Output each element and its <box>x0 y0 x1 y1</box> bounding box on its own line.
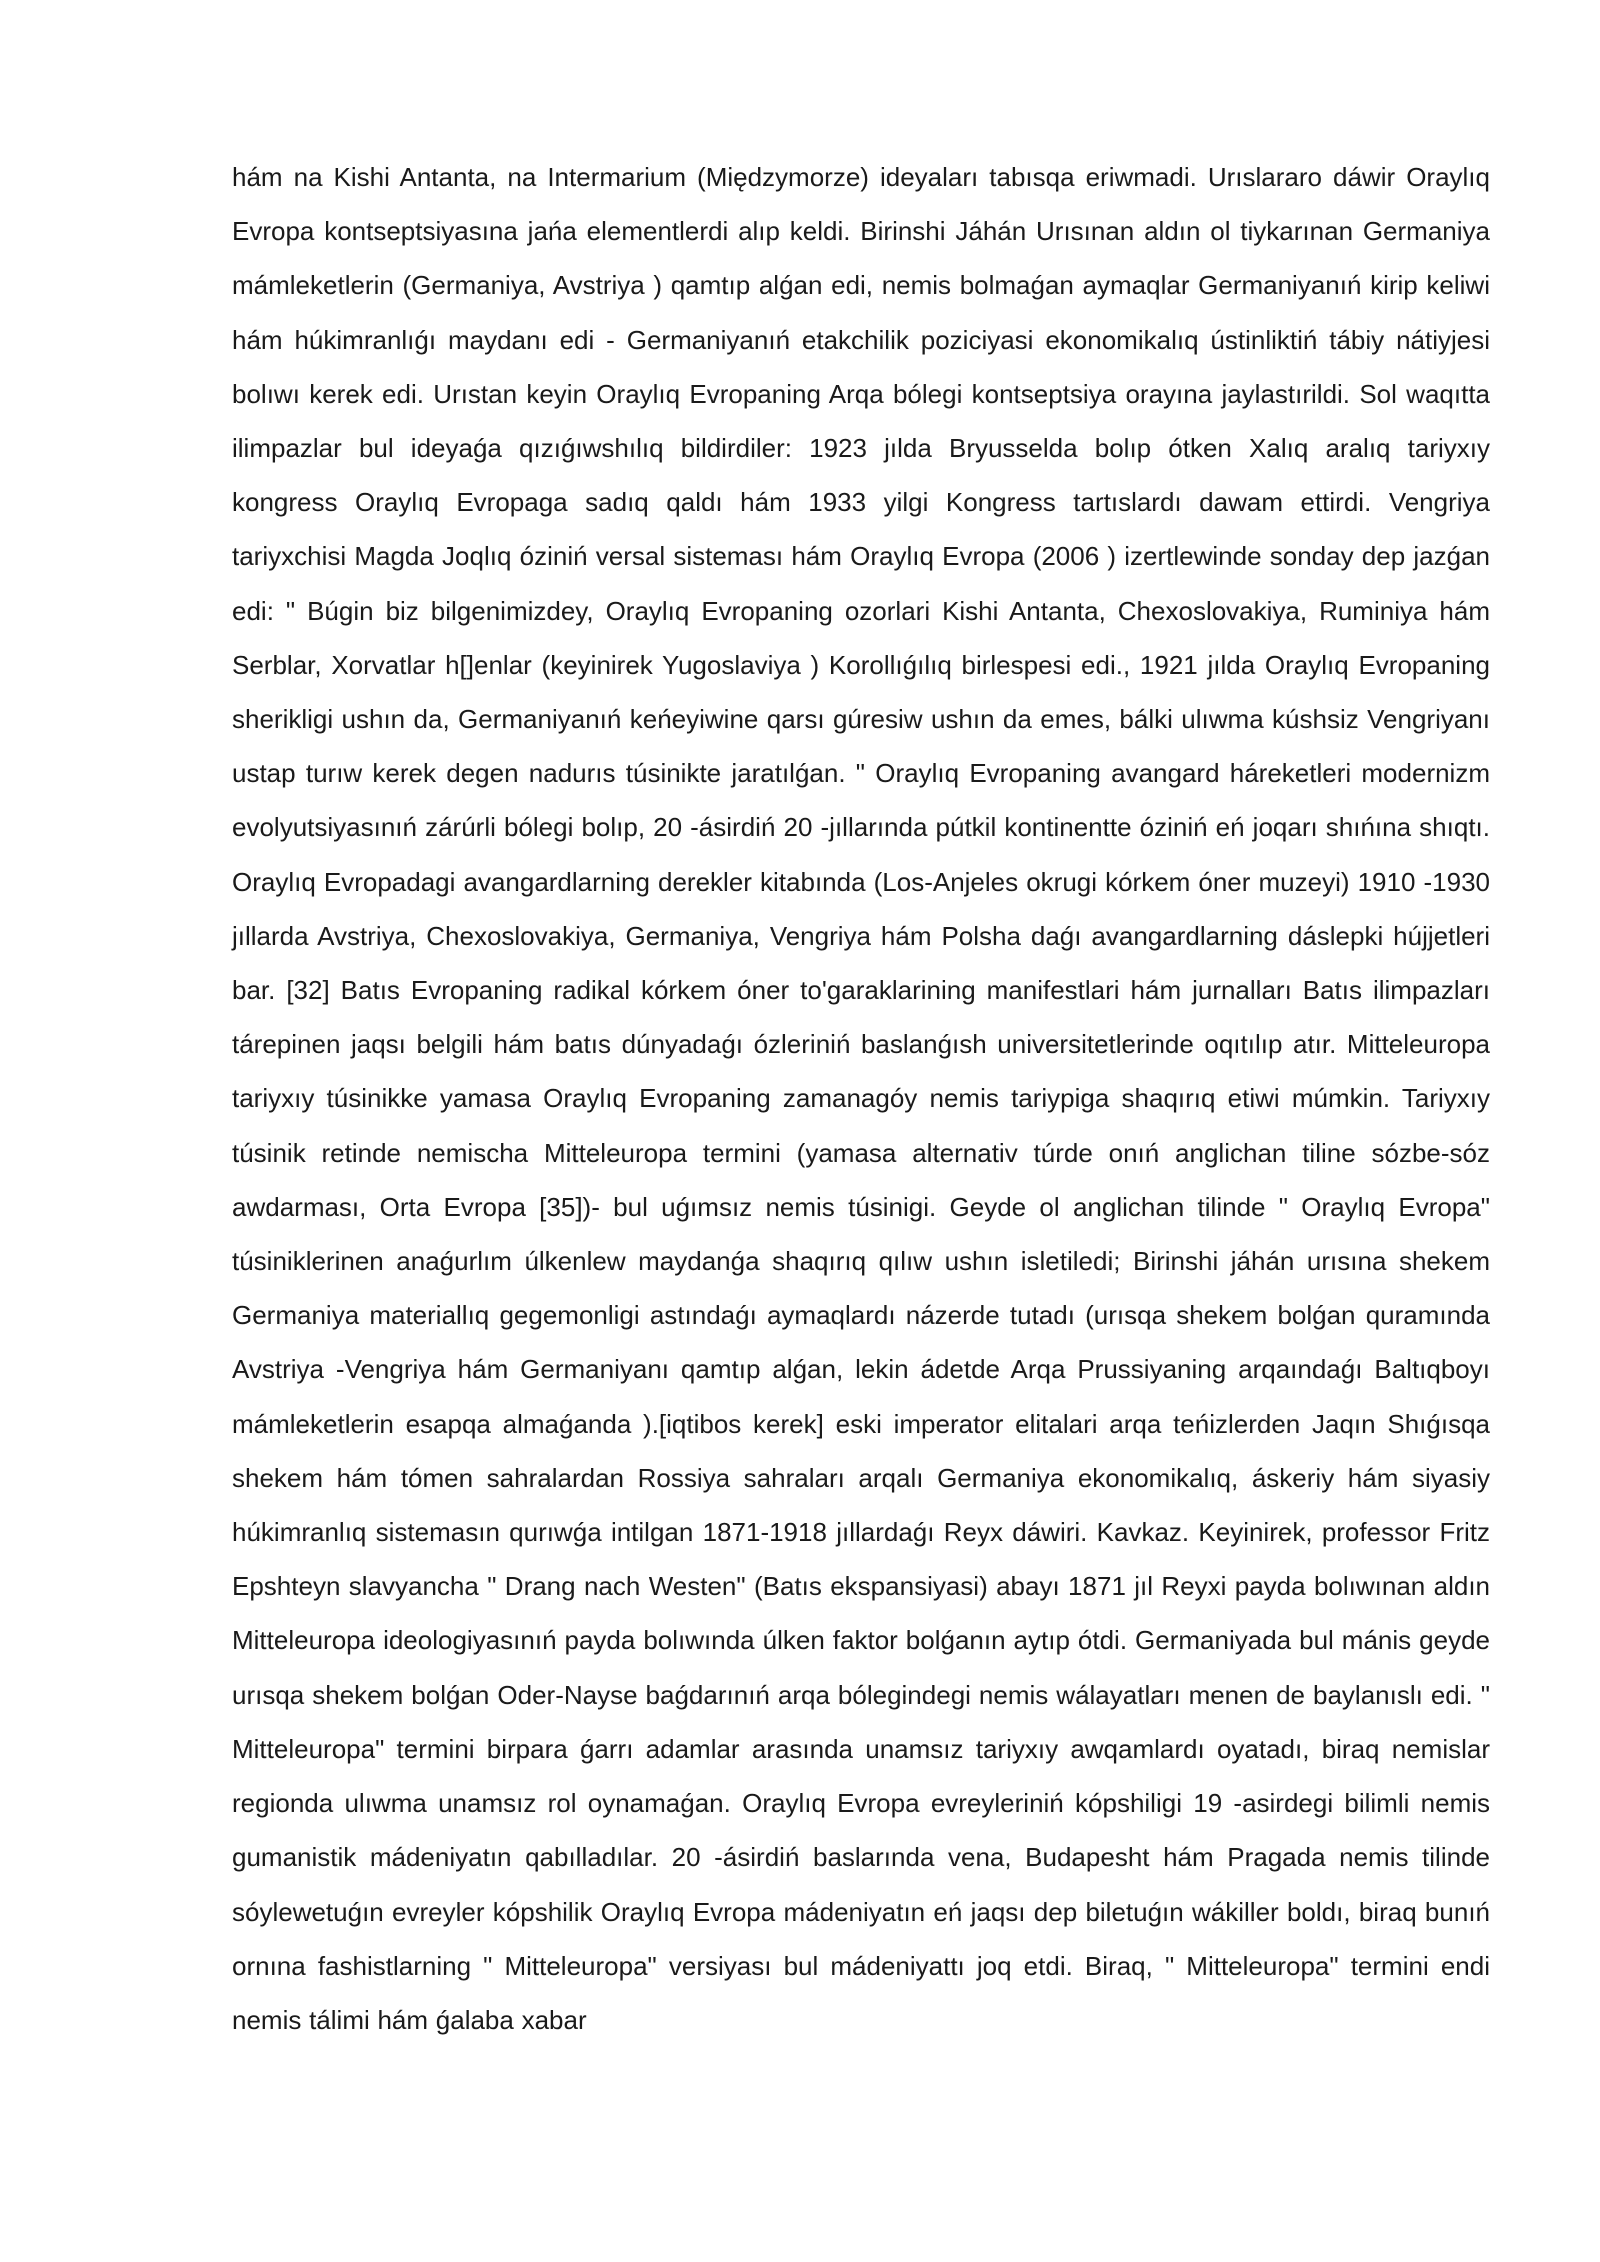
body-paragraph: hám na Kishi Antanta, na Intermarium (Międzymorze) ideyaları tabısqa eriwmadi. Urıslararo dáwir Oraylıq Evropa kontseptsiyasına jańa elementlerdi alıp keldi. Birinshi Jáhán Urısınan aldın ol tiykarınan Germaniya mámleketlerin (Germaniya, Avstriya ) qamtıp alǵan edi, nemis bolmaǵan aymaqlar Germaniyanıń kirip keliwi hám húkimranlıǵı maydanı edi - Germaniyanıń etakchilik poziciyasi ekonomikalıq ústinliktiń tábiy nátiyjesi bolıwı kerek edi. Urıstan keyin Oraylıq Evropaning Arqa bólegi kontseptsiya orayına jaylastırildi. Sol waqıtta ilimpazlar bul ideyaǵa qızıǵıwshılıq bildirdiler: 1923 jılda Bryusselda bolıp ótken Xalıq aralıq tariyxıy kongress Oraylıq Evropaga sadıq qaldı hám 1933 yilgi Kongress tartıslardı dawam ettirdi. Vengriya tariyxchisi Magda Joqlıq óziniń versal sisteması hám Oraylıq Evropa (2006 ) izertlewinde sonday dep jazǵan edi: " Búgin biz bilgenimizdey, Oraylıq Evropaning ozorlari Kishi Antanta, Chexoslovakiya, Ruminiya hám Serblar, Xorvatlar h[]enlar (keyinirek Yugoslaviya ) Korollıǵılıq birlespesi edi., 1921 jılda Oraylıq Evropaning sherikligi ushın da, Germaniyanıń keńeyiwine qarsı gúresiw ushın da emes, bálki ulıwma kúshsiz Vengriyanı ustap turıw kerek degen nadurıs túsinikte jaratılǵan. " Oraylıq Evropaning avangard háreketleri modernizm evolyutsiyasınıń zárúrli bólegi bolıp, 20 -ásirdiń 20 -jıllarında pútkil kontinentte óziniń eń joqarı shıńına shıqtı. Oraylıq Evropadagi avangardlarning derekler kitabında (Los-Anjeles okrugi kórkem óner muzeyi) 1910 -1930 jıllarda Avstriya, Chexoslovakiya, Germaniya, Vengriya hám Polsha daǵı avangardlarning dáslepki hújjetleri bar. [32] Batıs Evropaning radikal kórkem óner to'garaklarining manifestlari hám jurnalları Batıs ilimpazları tárepinen jaqsı belgili hám batıs dúnyadaǵı ózleriniń baslanǵısh universitetlerinde oqıtılıp atır. Mitteleuropa tariyxıy túsinikke yamasa Oraylıq Evropaning zamanagóy nemis tariypiga shaqırıq etiwi múmkin. Tariyxıy túsinik retinde nemischa Mitteleuropa termini (yamasa alternativ túrde onıń anglichan tiline sózbe-sóz awdarması, Orta Evropa [35])- bul uǵımsız nemis túsinigi. Geyde ol anglichan tilinde " Oraylıq Evropa" túsiniklerinen anaǵurlım úlkenlew maydanǵa shaqırıq qılıw ushın isletiledi; Birinshi jáhán urısına shekem Germaniya materiallıq gegemonligi astındaǵı aymaqlardı názerde tutadı (urısqa shekem bolǵan quramında Avstriya -Vengriya hám Germaniyanı qamtıp alǵan, lekin ádetde Arqa Prussiyaning arqaındaǵı Baltıqboyı mámleketlerin esapqa almaǵanda ).[iqtibos kerek] eski imperator elitalari arqa teńizlerden Jaqın Shıǵısqa shekem hám tómen sahralardan Rossiya sahraları arqalı Germaniya ekonomikalıq, áskeriy hám siyasiy húkimranlıq sistemasın qurıwǵa intilgan 1871-1918 jıllardaǵı Reyx dáwiri. Kavkaz. Keyinirek, professor Fritz Epshteyn slavyancha " Drang nach Westen" (Batıs ekspansiyasi) abayı 1871 jıl Reyxi payda bolıwınan aldın Mitteleuropa ideologiyasınıń payda bolıwında úlken faktor bolǵanın aytıp ótdi. Germaniyada bul mánis geyde urısqa shekem bolǵan Oder-Nayse baǵdarınıń arqa bólegindegi nemis wálayatları menen de baylanıslı edi. " Mitteleuropa" termini birpara ǵarrı adamlar arasında unamsız tariyxıy awqamlardı oyatadı, biraq nemislar regionda ulıwma unamsız rol oynamaǵan. Oraylıq Evropa evreyleriniń kópshiligi 19 -asirdegi bilimli nemis gumanistik mádeniyatın qabılladılar. 20 -ásirdiń baslarında vena, Budapesht hám Pragada nemis tilinde sóylewetuǵın evreyler kópshilik Oraylıq Evropa mádeniyatın eń jaqsı dep biletuǵın wákiller boldı, biraq bunıń ornına fashistlarning " Mitteleuropa" versiyası bul mádeniyattı joq etdi. Biraq, " Mitteleuropa" termini endi nemis tálimi hám ǵalaba xabar <box>232 162 1490 2035</box>
